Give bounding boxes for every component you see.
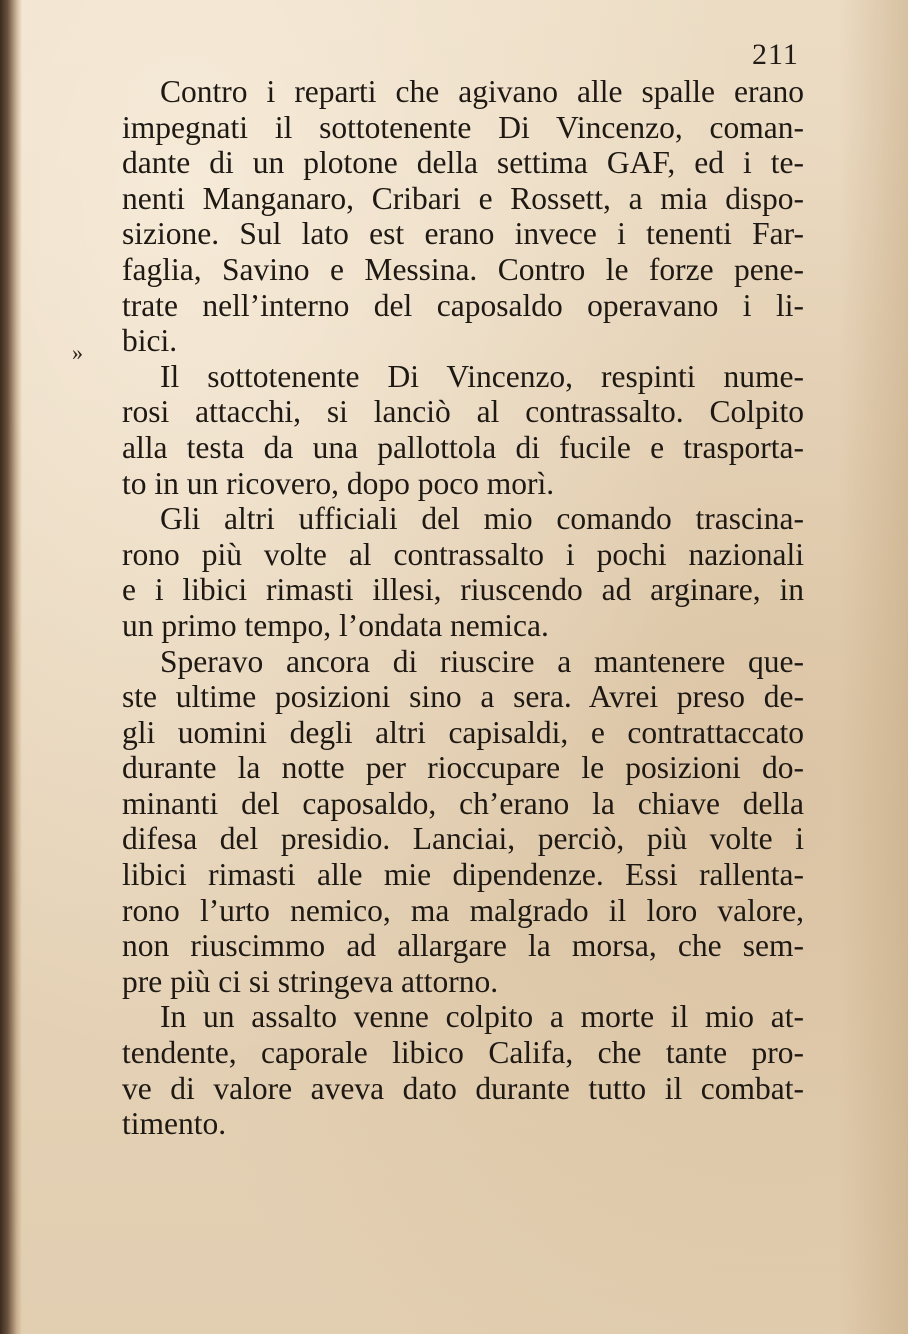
text-line: tendente, caporale libico Califa, che tante pro- [122, 1035, 804, 1071]
text-line: un primo tempo, l’ondata nemica. [122, 607, 549, 643]
text-line: ste ultime posizioni sino a sera. Avrei preso de- [122, 679, 804, 715]
text-line: difesa del presidio. Lanciai, perciò, più volte i [122, 821, 804, 857]
text-line: ve di valore aveva dato durante tutto il combat- [122, 1070, 804, 1106]
text-line: dante di un plotone della settima GAF, ed i te- [122, 145, 804, 181]
text-line: alla testa da una pallottola di fucile e trasporta- [122, 429, 804, 465]
text-line: non riuscimmo ad allargare la morsa, che sem- [122, 928, 804, 964]
page-binding-shadow [0, 0, 22, 1334]
page-edge-shade [838, 0, 908, 1334]
text-line: libici rimasti alle mie dipendenze. Essi rallenta- [122, 857, 804, 893]
text-line: timento. [122, 1106, 227, 1142]
text-line: rono più volte al contrassalto i pochi nazionali [122, 536, 804, 572]
page-number: 211 [752, 38, 799, 71]
text-line: impegnati il sottotenente Di Vincenzo, coman- [122, 109, 804, 145]
text-line: pre più ci si stringeva attorno. [122, 963, 499, 999]
text-line: Gli altri ufficiali del mio comando trascina- [160, 501, 804, 537]
body-text [122, 74, 804, 1142]
text-line: Speravo ancora di riuscire a mantenere que- [160, 643, 804, 679]
text-line: Contro i reparti che agivano alle spalle erano [160, 74, 804, 109]
text-line: rosi attacchi, si lanciò al contrassalto. Colpito [122, 394, 804, 430]
text-line: Il sottotenente Di Vincenzo, respinti nume- [160, 358, 804, 394]
text-line: nenti Manganaro, Cribari e Rossett, a mia dispo- [122, 180, 804, 216]
text-line: minanti del caposaldo, ch’erano la chiave della [122, 785, 804, 821]
text-line: to in un ricovero, dopo poco morì. [122, 465, 555, 501]
text-line: In un assalto venne colpito a morte il mio at- [160, 999, 804, 1035]
text-line: gli uomini degli altri capisaldi, e contrattaccato [122, 714, 804, 750]
margin-mark: » [72, 340, 83, 365]
text-line: bici. [122, 323, 178, 359]
text-line: sizione. Sul lato est erano invece i tenenti Far- [122, 216, 804, 252]
text-line: trate nell’interno del caposaldo operavano i li- [122, 287, 804, 323]
text-line: durante la notte per rioccupare le posizioni do- [122, 750, 804, 786]
text-line: e i libici rimasti illesi, riuscendo ad arginare, in [122, 572, 804, 608]
text-line: faglia, Savino e Messina. Contro le forze pene- [122, 251, 804, 287]
text-line: rono l’urto nemico, ma malgrado il loro valore, [122, 892, 804, 928]
